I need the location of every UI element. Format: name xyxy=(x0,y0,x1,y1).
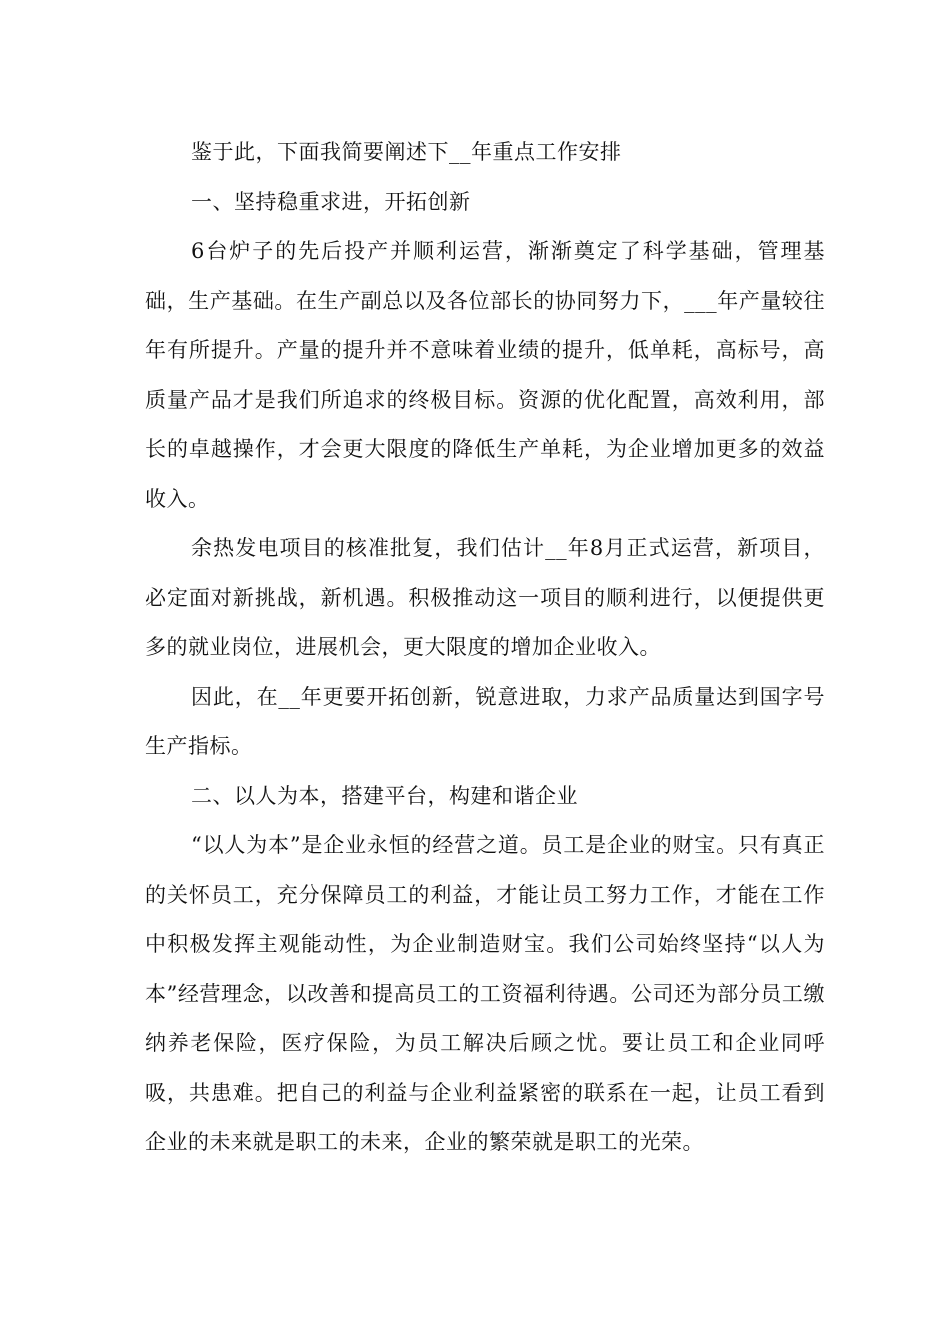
body-paragraph: “以人为本”是企业永恒的经营之道。员工是企业的财宝。只有真正的关怀员工，充分保障员工的利益，才能让员工努力工作，才能在工作中积极发挥主观能动性，为企业制造财宝。我们公司始终坚持“以人为本”经营理念，以改善和提高员工的工资福利待遇。公司还为部分员工缴纳养老保险，医疗保险，为员工解决后顾之忧。要让员工和企业同呼吸，共患难。把自己的利益与企业利益紧密的联系在一起，让员工看到企业的未来就是职工的未来，企业的繁荣就是职工的光荣。 xyxy=(145,833,825,1154)
document-body xyxy=(145,128,825,1168)
body-paragraph: 6台炉子的先后投产并顺利运营，渐渐奠定了科学基础，管理基础，生产基础。在生产副总以及各位部长的协同努力下，___年产量较往年有所提升。产量的提升并不意味着业绩的提升，低单耗，高标号，高质量产品才是我们所追求的终极目标。资源的优化配置，高效利用，部长的卓越操作，才会更大限度的降低生产单耗，为企业增加更多的效益收入。 xyxy=(145,239,825,511)
body-paragraph: 余热发电项目的核准批复，我们估计__年8月正式运营，新项目，必定面对新挑战，新机遇。积极推动这一项目的顺利进行，以便提供更多的就业岗位，进展机会，更大限度的增加企业收入。 xyxy=(145,536,825,659)
body-paragraph: 因此，在__年更要开拓创新，锐意进取，力求产品质量达到国字号生产指标。 xyxy=(145,684,825,758)
intro-paragraph: 鉴于此，下面我简要阐述下__年重点工作安排 xyxy=(191,140,622,164)
section-heading-2: 二、以人为本，搭建平台，构建和谐企业 xyxy=(191,783,578,808)
section-heading-1: 一、坚持稳重求进，开拓创新 xyxy=(191,189,471,214)
